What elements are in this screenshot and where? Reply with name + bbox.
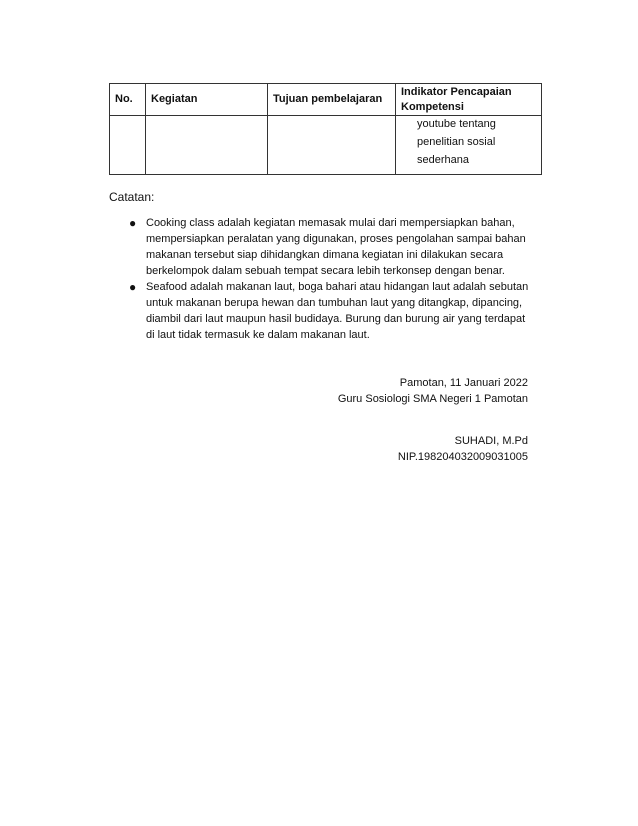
note-line: untuk makanan berupa hewan dan tumbuhan laut yang ditangkap, dipancing,	[146, 297, 523, 309]
notes-list	[120, 215, 540, 343]
note-line: diambil dari laut maupun hasil budidaya. Burung dan burung air yang terdapat	[146, 313, 526, 325]
cell-indikator	[396, 116, 542, 175]
notes-label: Catatan:	[109, 190, 155, 204]
note-line: berkelompok dalam sebuah tempat secara lebih terkonsep dengan benar.	[146, 265, 505, 277]
header-no: No.	[110, 84, 146, 116]
cell-tujuan	[268, 116, 396, 175]
signature-place-date: Pamotan, 11 Januari 2022	[399, 377, 528, 389]
bullet-icon: ●	[129, 216, 137, 230]
note-line: mempersiapkan peralatan yang digunakan, proses pengolahan sampai bahan	[146, 233, 526, 245]
bullet-icon: ●	[129, 280, 137, 294]
list-item	[120, 215, 540, 279]
note-line: Seafood adalah makanan laut, boga bahari atau hidangan laut adalah sebutan	[146, 281, 529, 293]
cell-kegiatan	[146, 116, 268, 175]
header-indikator-line1: Indikator Pencapaian	[401, 85, 512, 98]
header-indikator-line2: Kompetensi	[401, 100, 464, 113]
indikator-line: penelitian sosial	[417, 136, 496, 148]
note-line: Cooking class adalah kegiatan memasak mulai dari mempersiapkan bahan,	[146, 217, 515, 229]
table-header-row	[110, 84, 542, 116]
header-indikator	[396, 84, 542, 116]
table-row	[110, 116, 542, 175]
note-line: makanan tersebut siap dihidangkan dimana kegiatan ini dilakukan secara	[146, 249, 504, 261]
list-item	[120, 279, 540, 343]
signature-nip: NIP.198204032009031005	[397, 451, 528, 463]
signature-title: Guru Sosiologi SMA Negeri 1 Pamotan	[337, 393, 528, 405]
cell-no	[110, 116, 146, 175]
note-line: di laut tidak termasuk ke dalam makanan laut.	[146, 329, 370, 341]
activity-table	[109, 83, 542, 175]
signature-name: SUHADI, M.Pd	[454, 435, 528, 447]
indikator-line: youtube tentang	[417, 118, 496, 130]
indikator-line: sederhana	[417, 154, 469, 166]
header-kegiatan: Kegiatan	[146, 84, 268, 116]
header-tujuan: Tujuan pembelajaran	[268, 84, 396, 116]
